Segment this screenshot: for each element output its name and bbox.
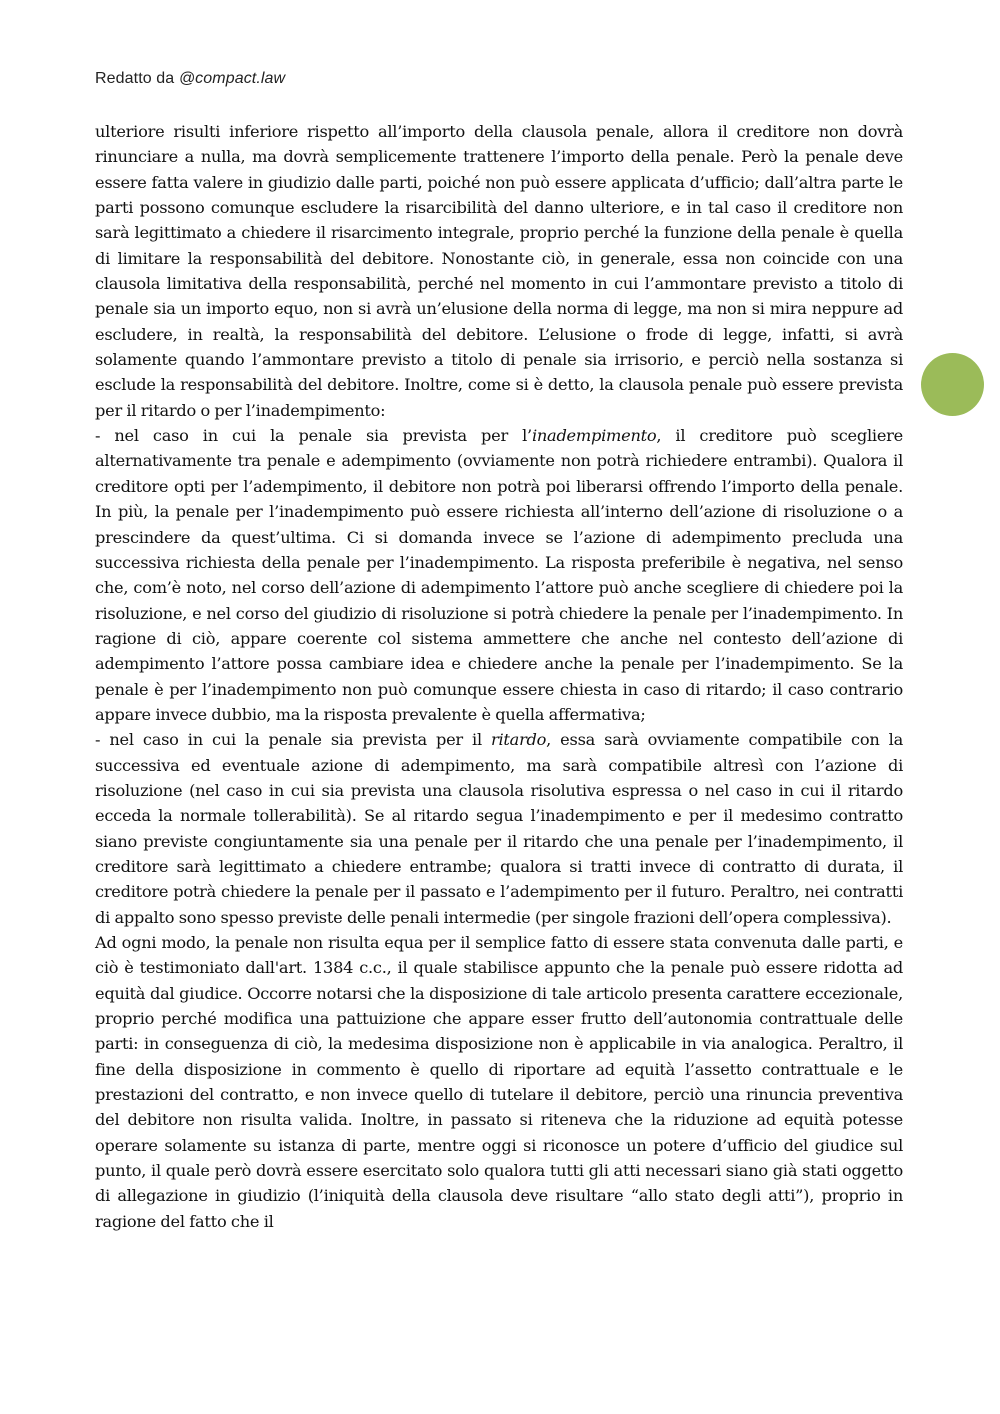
paragraph-ritardo-after: , essa sarà ovviamente compatibile con la successiva ed eventuale azione di adempimento, ma sarà compatibile altresì con l’azione di risoluzione (nel caso in cui sia prevista una clausola risolutiva espressa o nel caso in cui il ritardo ecceda la normale tollerabilità). Se al ritardo segua l’inadempimento e per il medesimo contratto siano previste congiuntamente sia una penale per il ritardo che una penale per l’inadempimento, il creditore sarà legittimato a chiedere entrambe; qualora si tratti invece di contratto di durata, il creditore potrà chiedere la penale per il passato e l’adempimento per il futuro. Peraltro, nei contratti di appalto sono spesso previste delle penali intermedie (per singole frazioni dell’opera complessiva). <box>95 730 903 927</box>
paragraph-ritardo-before: - nel caso in cui la penale sia prevista per il <box>95 730 491 750</box>
paragraph-ritardo-italic: ritardo <box>491 730 547 750</box>
header-handle: @compact.law <box>178 70 286 87</box>
document-body <box>95 119 903 1234</box>
header-prefix: Redatto da <box>95 70 179 87</box>
paragraph-penale-risarcimento: ulteriore risulti inferiore rispetto all’importo della clausola penale, allora il creditore non dovrà rinunciare a nulla, ma dovrà semplicemente trattenere l’importo della penale. Però la penale deve essere fatta valere in giudizio dalle parti, poiché non può essere applicata d’ufficio; dall’altra parte le parti possono comunque escludere la risarcibilità del danno ulteriore, e in tal caso il creditore non sarà legittimato a chiedere il risarcimento integrale, proprio perché la funzione della penale è quella di limitare la responsabilità del debitore. Nonostante ciò, in generale, essa non coincide con una clausola limitativa della responsabilità, perché nel momento in cui l’ammontare previsto a titolo di penale sia un importo equo, non si avrà un’elusione della norma di legge, ma non si mira neppure ad escludere, in realtà, la responsabilità del debitore. L’elusione o frode di legge, infatti, si avrà solamente quando l’ammontare previsto a titolo di penale sia irrisorio, e perciò nella sostanza si esclude la responsabilità del debitore. Inoltre, come si è detto, la clausola penale può essere prevista per il ritardo o per l’inadempimento: <box>95 122 903 420</box>
paragraph-ritardo <box>95 727 903 930</box>
green-circle-marker <box>921 353 984 416</box>
paragraph-riduzione-equita: Ad ogni modo, la penale non risulta equa per il semplice fatto di essere stata convenuta dalle parti, e ciò è testimoniato dall'art. 1384 c.c., il quale stabilisce appunto che la penale può essere ridotta ad equità dal giudice. Occorre notarsi che la disposizione di tale articolo presenta carattere eccezionale, proprio perché modifica una pattuizione che appare esser frutto dell’autonomia contrattuale delle parti: in conseguenza di ciò, la medesima disposizione non è applicabile in via analogica. Peraltro, il fine della disposizione in commento è quello di riportare ad equità l’assetto contrattuale e le prestazioni del contratto, e non invece quello di tutelare il debitore, perciò una rinuncia preventiva del debitore non risulta valida. Inoltre, in passato si riteneva che la riduzione ad equità potesse operare solamente su istanza di parte, mentre oggi si riconosce un potere d’ufficio del giudice sul punto, il quale però dovrà essere esercitato solo qualora tutti gli atti necessari siano già stati oggetto di allegazione in giudizio (l’iniquità della clausola deve risultare “allo stato degli atti”), proprio in ragione del fatto che il <box>95 933 903 1231</box>
paragraph-inadempimento-before: - nel caso in cui la penale sia prevista per l’ <box>95 426 532 446</box>
page-header <box>95 70 285 88</box>
paragraph-inadempimento-italic: inadempimento <box>531 426 657 446</box>
paragraph-inadempimento <box>95 423 903 727</box>
paragraph-inadempimento-after: , il creditore può scegliere alternativamente tra penale e adempimento (ovviamente non potrà richiedere entrambi). Qualora il creditore opti per l’adempimento, il debitore non potrà poi liberarsi offrendo l’importo della penale. In più, la penale per l’inadempimento può essere richiesta all’interno dell’azione di risoluzione o a prescindere da quest’ultima. Ci si domanda invece se l’azione di adempimento precluda una successiva richiesta della penale per l’inadempimento. La risposta preferibile è negativa, nel senso che, com’è noto, nel corso dell’azione di adempimento l’attore può anche scegliere di chiedere poi la risoluzione, e nel corso del giudizio di risoluzione si potrà chiedere la penale per l’inadempimento. In ragione di ciò, appare coerente col sistema ammettere che anche nel contesto dell’azione di adempimento l’attore possa cambiare idea e chiedere anche la penale per l’inadempimento. Se la penale è per l’inadempimento non può comunque essere chiesta in caso di ritardo; il caso contrario appare invece dubbio, ma la risposta prevalente è quella affermativa; <box>95 426 903 724</box>
